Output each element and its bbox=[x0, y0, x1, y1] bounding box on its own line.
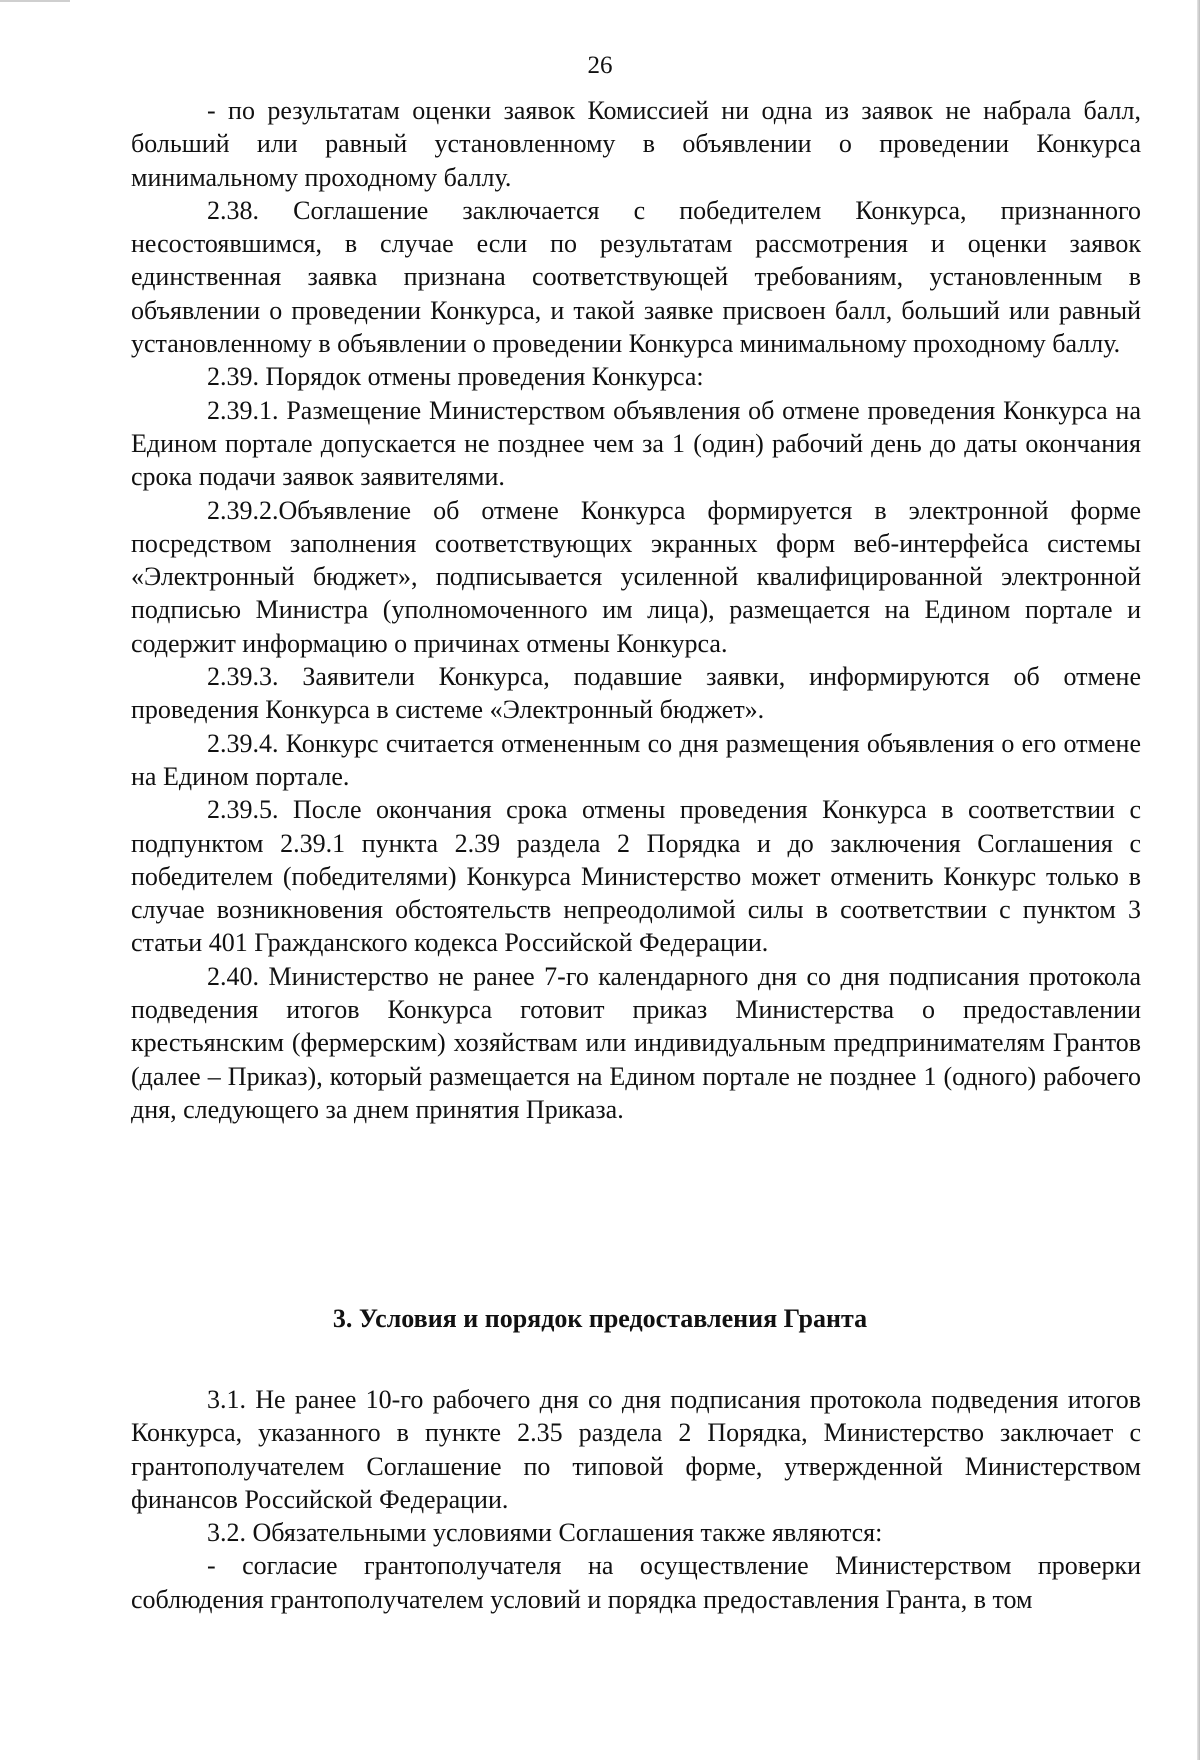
paragraph: 2.39.3. Заявители Конкурса, подавшие заявки, информируются об отмене проведения Конкурса в системе «Электронный бюджет». bbox=[131, 662, 1141, 725]
paragraph: 2.39. Порядок отмены проведения Конкурса: bbox=[207, 362, 704, 392]
scan-artifact bbox=[0, 0, 70, 2]
paragraph: 3.2. Обязательными условиями Соглашения также являются: bbox=[207, 1518, 883, 1548]
paragraph: 2.39.2.Объявление об отмене Конкурса формируется в электронной форме посредством заполнения соответствующих экранных форм веб-интерфейса системы «Электронный бюджет», подписывается усиленной квалифицированной электронной подписью Министра (уполномоченного им лица), размещается на Едином портале и содержит информацию о причинах отмены Конкурса. bbox=[131, 495, 1141, 658]
paragraph: 2.38. Соглашение заключается с победителем Конкурса, признанного несостоявшимся, в случае если по результатам рассмотрения и оценки заявок единственная заявка признана соответствующей требованиям, установленным в объявлении о проведении Конкурса, и такой заявке присвоен балл, больший или равный установленному в объявлении о проведении Конкурса минимальному проходному баллу. bbox=[131, 195, 1141, 359]
body-text-top bbox=[131, 94, 1141, 1126]
paragraph: 2.39.4. Конкурс считается отмененным со дня размещения объявления о его отмене на Едином портале. bbox=[131, 728, 1141, 791]
paragraph: 2.39.5. После окончания срока отмены проведения Конкурса в соответствии с подпунктом 2.39.1 пункта 2.39 раздела 2 Порядка и до заключения Соглашения с победителем (победителями) Конкурса Министерство может отменить Конкурс только в случае возникновения обстоятельств непреодолимой силы в соответствии с пунктом 3 статьи 401 Гражданского кодекса Российской Федерации. bbox=[131, 795, 1141, 958]
body-text-bottom bbox=[131, 1383, 1141, 1616]
paragraph: - по результатам оценки заявок Комиссией ни одна из заявок не набрала балл, больший или равный установленному в объявлении о проведении Конкурса минимальному проходному баллу. bbox=[131, 96, 1141, 192]
page-number: 26 bbox=[587, 52, 613, 79]
section-heading: 3. Условия и порядок предоставления Гранта bbox=[332, 1304, 868, 1333]
paragraph: - согласие грантополучателя на осуществление Министерством проверки соблюдения грантополучателем условий и порядка предоставления Гранта, в том bbox=[131, 1551, 1141, 1614]
paragraph: 2.40. Министерство не ранее 7-го календарного дня со дня подписания протокола подведения итогов Конкурса готовит приказ Министерства о предоставлении крестьянским (фермерским) хозяйствам или индивидуальным предпринимателям Грантов (далее – Приказ), который размещается на Едином портале не позднее 1 (одного) рабочего дня, следующего за днем принятия Приказа. bbox=[131, 961, 1141, 1124]
paragraph: 3.1. Не ранее 10-го рабочего дня со дня подписания протокола подведения итогов Конкурса, указанного в пункте 2.35 раздела 2 Порядка, Министерство заключает с грантополучателем Соглашение по типовой форме, утвержденной Министерством финансов Российской Федерации. bbox=[131, 1385, 1141, 1514]
paragraph: 2.39.1. Размещение Министерством объявления об отмене проведения Конкурса на Едином портале допускается не позднее чем за 1 (один) рабочий день до даты окончания срока подачи заявок заявителями. bbox=[131, 395, 1141, 492]
